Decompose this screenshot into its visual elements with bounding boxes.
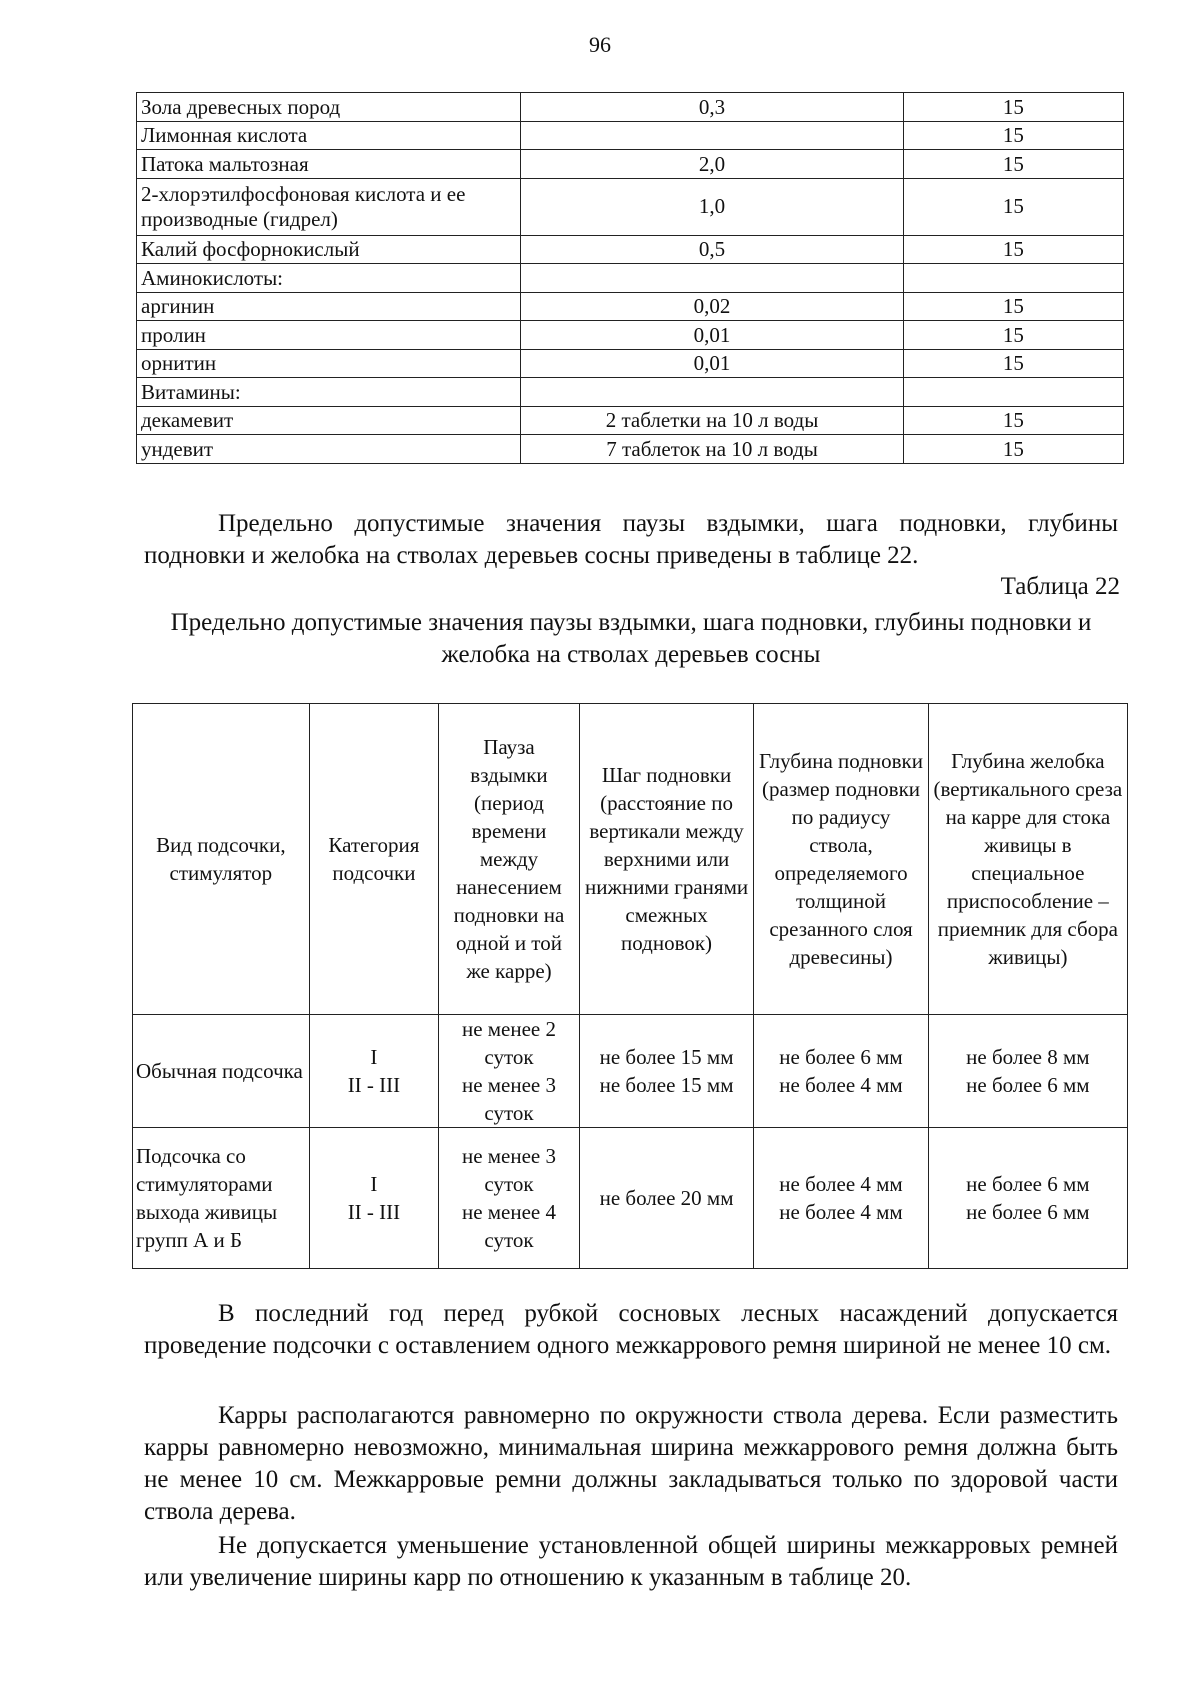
row-depth-text: не более 4 мм не более 4 мм <box>779 1172 903 1224</box>
substance-cell: аргинин <box>137 292 521 321</box>
table-row <box>137 121 1124 150</box>
table-22-header-row <box>133 704 1128 1015</box>
substances-table <box>136 92 1124 464</box>
row-groove-text: не более 6 мм не более 6 мм <box>966 1172 1090 1224</box>
row-groove <box>928 1128 1127 1269</box>
row-pause <box>439 1015 580 1128</box>
dose-cell: 1,0 <box>521 178 904 235</box>
paragraph-intro-text: Предельно допустимые значения паузы вздымки, шага подновки, глубины подновки и желобка на стволах деревьев сосны приведены в таблице 22. <box>144 510 1118 569</box>
row-pause <box>439 1128 580 1269</box>
row-pause-text: не менее 3 суток не менее 4 суток <box>461 1144 557 1252</box>
row-step-text: не более 15 мм не более 15 мм <box>599 1045 734 1097</box>
row-category <box>309 1128 438 1269</box>
value-cell: 15 <box>903 349 1123 378</box>
row-type: Подсочка со стимуляторами выхода живицы групп А и Б <box>133 1128 310 1269</box>
table-title: Предельно допустимые значения паузы вздымки, шага подновки, глубины подновки и желобка на стволах деревьев сосны <box>170 609 1092 668</box>
row-depth-text: не более 6 мм не более 4 мм <box>779 1045 903 1097</box>
dose-cell <box>521 378 904 407</box>
substance-cell: ундевит <box>137 435 521 464</box>
value-cell: 15 <box>903 121 1123 150</box>
table-22 <box>132 703 1128 1269</box>
paragraph-carres <box>144 1400 1118 1528</box>
value-cell: 15 <box>903 235 1123 264</box>
paragraph-restriction-text: Не допускается уменьшение установленной общей ширины межкарровых ремней или увеличение ширины карр по отношению к указанным в таблице 20. <box>144 1532 1118 1591</box>
substance-cell: Лимонная кислота <box>137 121 521 150</box>
row-pause-text: не менее 2 суток не менее 3 суток <box>461 1017 557 1125</box>
table-row <box>137 378 1124 407</box>
table-row <box>137 406 1124 435</box>
table-row <box>137 178 1124 235</box>
value-cell: 15 <box>903 406 1123 435</box>
row-step-text: не более 20 мм <box>599 1186 734 1210</box>
table-label: Таблица 22 <box>1000 573 1120 600</box>
header-pause: Пауза вздымки (период времени между нанесением подновки на одной и той же карре) <box>439 704 580 1015</box>
substance-cell: Калий фосфорнокислый <box>137 235 521 264</box>
row-groove <box>928 1015 1127 1128</box>
substance-cell: Аминокислоты: <box>137 264 521 293</box>
page-number: 96 <box>589 32 611 57</box>
value-cell: 15 <box>903 321 1123 350</box>
table-row <box>137 264 1124 293</box>
substance-cell: Витамины: <box>137 378 521 407</box>
row-category-text: I II - III <box>347 1172 401 1224</box>
row-step <box>579 1015 753 1128</box>
table-row <box>137 292 1124 321</box>
value-cell: 15 <box>903 292 1123 321</box>
table-row <box>137 349 1124 378</box>
dose-cell: 2 таблетки на 10 л воды <box>521 406 904 435</box>
substance-cell: Патока мальтозная <box>137 150 521 179</box>
value-cell: 15 <box>903 150 1123 179</box>
header-depth: Глубина подновки (размер подновки по радиусу ствола, определяемого толщиной срезанного слоя древесины) <box>754 704 928 1015</box>
row-groove-text: не более 8 мм не более 6 мм <box>966 1045 1090 1097</box>
row-category-text: I II - III <box>347 1045 401 1097</box>
substance-cell: декамевит <box>137 406 521 435</box>
value-cell <box>903 264 1123 293</box>
table-row <box>137 150 1124 179</box>
value-cell: 15 <box>903 178 1123 235</box>
dose-cell: 0,01 <box>521 349 904 378</box>
paragraph-last-year <box>144 1298 1118 1362</box>
table-row <box>133 1015 1128 1128</box>
dose-cell: 0,02 <box>521 292 904 321</box>
value-cell <box>903 378 1123 407</box>
value-cell: 15 <box>903 435 1123 464</box>
row-step <box>579 1128 753 1269</box>
substance-cell: пролин <box>137 321 521 350</box>
row-depth <box>754 1015 928 1128</box>
row-depth <box>754 1128 928 1269</box>
paragraph-intro <box>144 508 1118 572</box>
table-row <box>133 1128 1128 1269</box>
dose-cell: 2,0 <box>521 150 904 179</box>
header-category: Категория подсочки <box>309 704 438 1015</box>
dose-cell <box>521 264 904 293</box>
dose-cell: 0,01 <box>521 321 904 350</box>
row-category <box>309 1015 438 1128</box>
dose-cell <box>521 121 904 150</box>
value-cell: 15 <box>903 93 1123 122</box>
substance-cell: 2-хлорэтилфосфоновая кислота и ее производные (гидрел) <box>137 178 521 235</box>
row-type: Обычная подсочка <box>133 1015 310 1128</box>
table-row <box>137 235 1124 264</box>
table-row <box>137 321 1124 350</box>
paragraph-carres-text: Карры располагаются равномерно по окружности ствола дерева. Если разместить карры равномерно невозможно, минимальная ширина межкаррового ремня должна быть не менее 10 см. Межкарровые ремни должны закладываться только по здоровой части ствола дерева. <box>144 1402 1118 1525</box>
substance-cell: орнитин <box>137 349 521 378</box>
header-step: Шаг подновки (расстояние по вертикали между верхними или нижними гранями смежных подновок) <box>579 704 753 1015</box>
paragraph-last-year-text: В последний год перед рубкой сосновых лесных насаждений допускается проведение подсочки с оставлением одного межкаррового ремня шириной не менее 10 см. <box>144 1300 1118 1359</box>
dose-cell: 0,3 <box>521 93 904 122</box>
paragraph-restriction <box>144 1530 1118 1594</box>
table-row <box>137 435 1124 464</box>
dose-cell: 7 таблеток на 10 л воды <box>521 435 904 464</box>
substance-cell: Зола древесных пород <box>137 93 521 122</box>
header-groove: Глубина желобка (вертикального среза на карре для стока живицы в специальное приспособление – приемник для сбора живицы) <box>928 704 1127 1015</box>
table-row <box>137 93 1124 122</box>
header-type: Вид подсочки, стимулятор <box>133 704 310 1015</box>
dose-cell: 0,5 <box>521 235 904 264</box>
